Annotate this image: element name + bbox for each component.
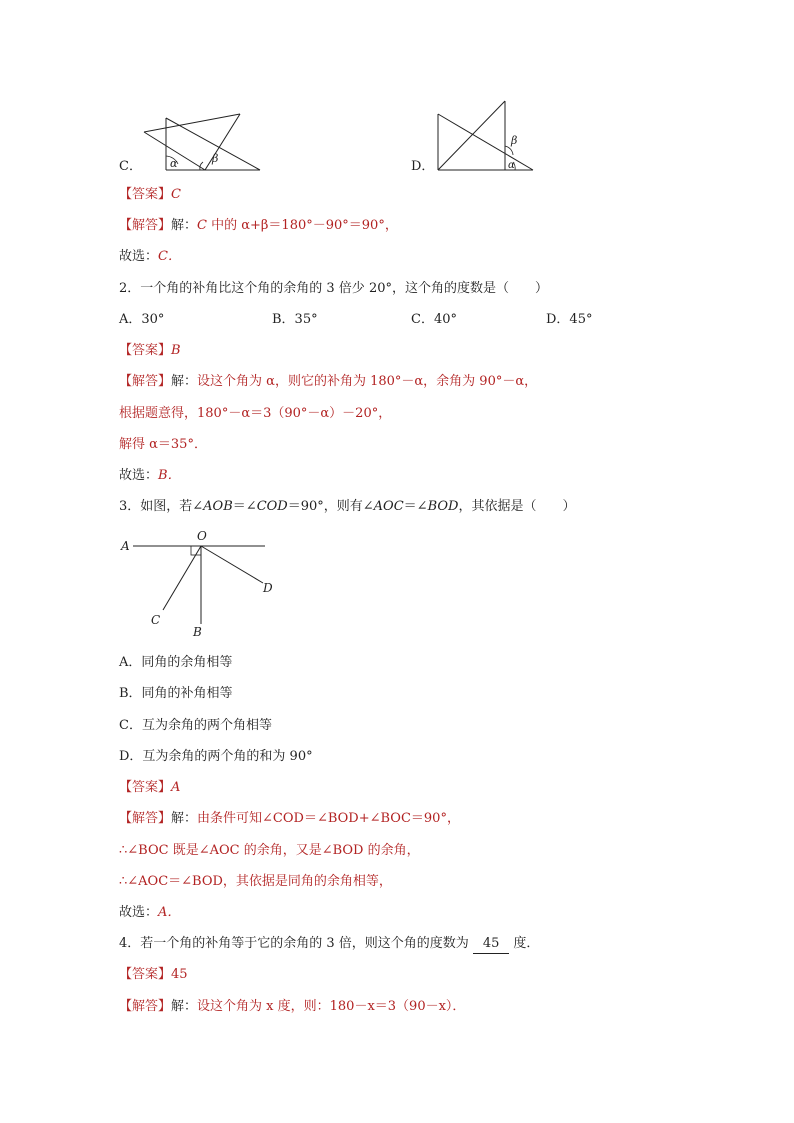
- q4-answer: 【答案】45: [119, 967, 188, 982]
- q3-label-d: D: [263, 581, 273, 595]
- q3-stem: 3．如图，若∠AOB＝∠COD＝90°，则有∠AOC＝∠BOD，其依据是（ ）: [119, 499, 576, 514]
- q3-option-c: C．互为余角的两个角相等: [119, 718, 272, 733]
- q2-option-d: D．45°: [546, 312, 593, 327]
- q2-option-c: C．40°: [411, 312, 457, 327]
- q1-solution: 【解答】解：C 中的 α+β＝180°－90°＝90°，: [119, 218, 398, 233]
- q2-choose: 故选：B．: [119, 468, 181, 483]
- q2-solution-3: 解得 α＝35°．: [119, 437, 207, 452]
- q3-label-c: C: [151, 613, 161, 627]
- q1-answer: 【答案】C: [119, 187, 181, 202]
- q4-solution: 【解答】解：设这个角为 x 度，则：180－x＝3（90－x）．: [119, 999, 466, 1014]
- q3-figure: [115, 528, 280, 643]
- q4-blank: 45: [473, 935, 510, 954]
- q2-stem: 2．一个角的补角比这个角的余角的 3 倍少 20°，这个角的度数是（ ）: [119, 281, 548, 296]
- q2-solution-1: 【解答】解：设这个角为 α，则它的补角为 180°－α，余角为 90°－α，: [119, 374, 538, 389]
- figure-c-beta: β: [212, 152, 219, 165]
- q2-option-a: A．30°: [119, 312, 165, 327]
- figure-c-diagram: [140, 108, 265, 176]
- q3-solution-1: 【解答】解：由条件可知∠COD＝∠BOD+∠BOC＝90°，: [119, 811, 460, 826]
- figure-d-diagram: [433, 98, 538, 176]
- q2-answer: 【答案】B: [119, 343, 181, 358]
- q3-option-b: B．同角的补角相等: [119, 686, 233, 701]
- q3-answer: 【答案】A: [119, 780, 181, 795]
- figure-d-alpha: α: [508, 160, 515, 171]
- figure-c-alpha: α: [170, 157, 178, 170]
- q3-choose: 故选：A．: [119, 905, 181, 920]
- q2-solution-2: 根据题意得，180°－α＝3（90°－α）－20°，: [119, 406, 392, 421]
- figure-d-label: D．: [411, 159, 435, 174]
- figure-d-beta: β: [511, 134, 518, 147]
- figure-c-label: C．: [119, 159, 142, 174]
- q1-choose: 故选：C．: [119, 249, 181, 264]
- q3-option-d: D．互为余角的两个角的和为 90°: [119, 749, 313, 764]
- q4-stem: 4．若一个角的补角等于它的余角的 3 倍，则这个角的度数为 45 度．: [119, 935, 539, 954]
- q2-option-b: B．35°: [272, 312, 318, 327]
- q3-label-a: A: [121, 539, 130, 553]
- q3-solution-2: ∴∠BOC 既是∠AOC 的余角，又是∠BOD 的余角，: [119, 843, 420, 858]
- q3-solution-3: ∴∠AOC＝∠BOD，其依据是同角的余角相等，: [119, 874, 392, 889]
- q3-label-o: O: [197, 529, 207, 543]
- q3-label-b: B: [193, 625, 202, 639]
- q3-option-a: A．同角的余角相等: [119, 655, 233, 670]
